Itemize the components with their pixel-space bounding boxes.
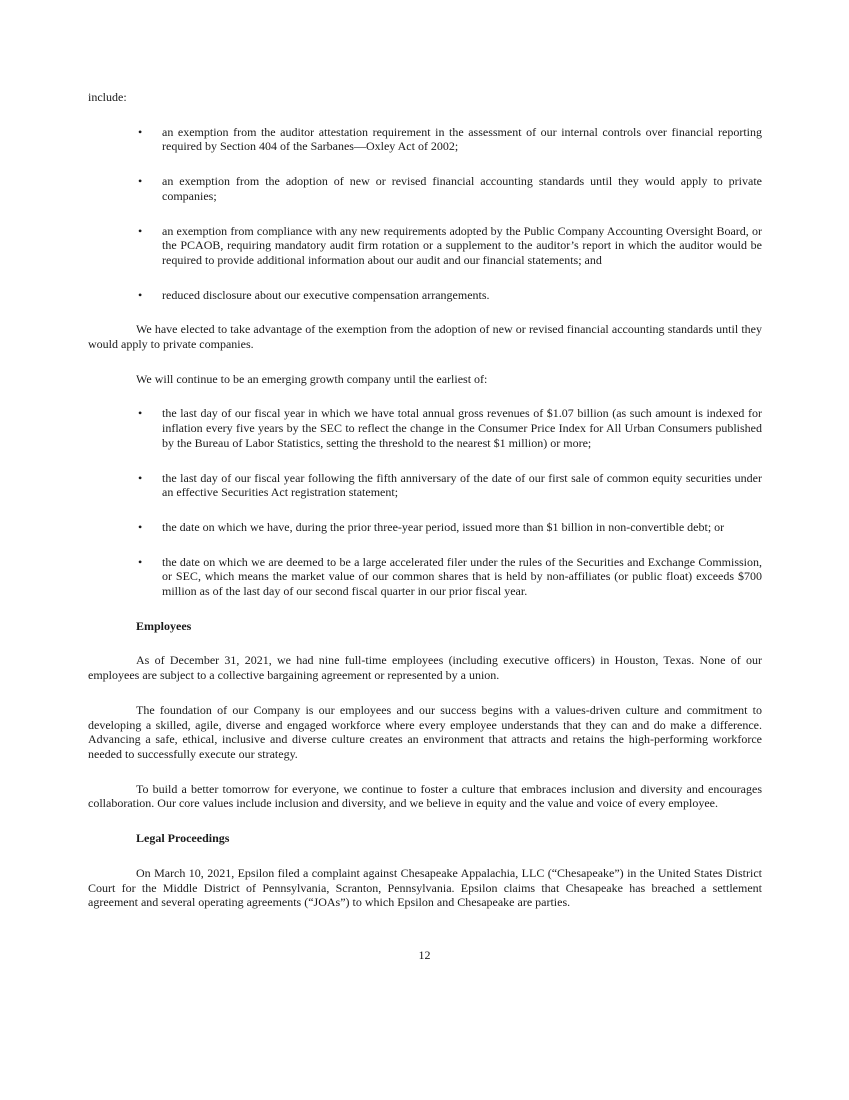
list-item [88, 520, 762, 535]
exemptions-list [88, 125, 762, 303]
conditions-list [88, 406, 762, 598]
list-item-text: the last day of our fiscal year in which we have total annual gross revenues of $1.07 billion (as such amount is indexed for inflation every five years by the SEC to reflect the change in the Consumer Price Index for All Urban Consumers published by the Bureau of Labor Statistics, setting the threshold to the nearest $1 million) or more; [162, 406, 762, 450]
bullet-icon: • [138, 174, 143, 189]
employees-paragraph: The foundation of our Company is our employees and our success begins with a values-driven culture and commitment to developing a skilled, agile, diverse and engaged workforce where every employee understands that they can and do make a difference. Advancing a safe, ethical, inclusive and diverse culture creates an environment that attracts and retains the high-performing workforce needed to successfully execute our strategy. [88, 702, 762, 761]
legal-heading: Legal Proceedings [136, 831, 230, 846]
bullet-icon: • [138, 287, 143, 302]
page-number: 12 [418, 948, 431, 962]
list-item-text: the date on which we have, during the prior three-year period, issued more than $1 billion in non-convertible debt; or [162, 519, 725, 534]
bullet-icon: • [138, 554, 143, 569]
list-item [88, 406, 762, 450]
list-item [88, 555, 762, 599]
list-item-text: reduced disclosure about our executive compensation arrangements. [162, 287, 490, 302]
election-paragraph: We have elected to take advantage of the exemption from the adoption of new or revised financial accounting standards until they would apply to private companies. [88, 322, 762, 352]
continue-paragraph: We will continue to be an emerging growth company until the earliest of: [136, 371, 488, 386]
employees-heading: Employees [136, 618, 192, 633]
list-item [88, 174, 762, 203]
employees-paragraph: To build a better tomorrow for everyone, we continue to foster a culture that embraces inclusion and diversity and encourages collaboration. Our core values include inclusion and diversity, and we believe in equity and the value and voice of every employee. [88, 781, 762, 811]
list-item-text: an exemption from compliance with any new requirements adopted by the Public Company Accounting Oversight Board, or the PCAOB, requiring mandatory audit firm rotation or a supplement to the auditor’s report in which the auditor would be required to provide additional information about our audit and our financial statements; and [162, 223, 762, 267]
list-item [88, 288, 762, 303]
bullet-icon: • [138, 470, 143, 485]
list-item-text: an exemption from the adoption of new or revised financial accounting standards until they would apply to private companies; [162, 174, 762, 203]
bullet-icon: • [138, 223, 143, 238]
employees-paragraph: As of December 31, 2021, we had nine full-time employees (including executive officers) in Houston, Texas. None of our employees are subject to a collective bargaining agreement or represented by a union. [88, 653, 762, 683]
bullet-icon: • [138, 519, 143, 534]
list-item-text: the last day of our fiscal year following the fifth anniversary of the date of our first sale of common equity securities under an effective Securities Act registration statement; [162, 470, 762, 500]
intro-fragment: include: [88, 90, 127, 104]
document-page [88, 90, 762, 910]
list-item [88, 125, 762, 154]
bullet-icon: • [138, 406, 143, 421]
list-item-text: an exemption from the auditor attestation requirement in the assessment of our internal controls over financial reporting required by Section 404 of the Sarbanes—Oxley Act of 2002; [162, 124, 762, 154]
list-item [88, 224, 762, 268]
list-item-text: the date on which we are deemed to be a large accelerated filer under the rules of the Securities and Exchange Commission, or SEC, which means the market value of our common shares that is held by non-affiliates (or public float) exceeds $700 million as of the last day of our second fiscal quarter in our prior fiscal year. [162, 554, 762, 599]
legal-paragraph: On March 10, 2021, Epsilon filed a complaint against Chesapeake Appalachia, LLC (“Chesapeake”) in the United States District Court for the Middle District of Pennsylvania, Scranton, Pennsylvania. Epsilon claims that Chesapeake has breached a settlement agreement and several operating agreements (“JOAs”) to which Epsilon and Chesapeake are parties. [88, 865, 762, 910]
bullet-icon: • [138, 124, 143, 139]
list-item [88, 471, 762, 500]
